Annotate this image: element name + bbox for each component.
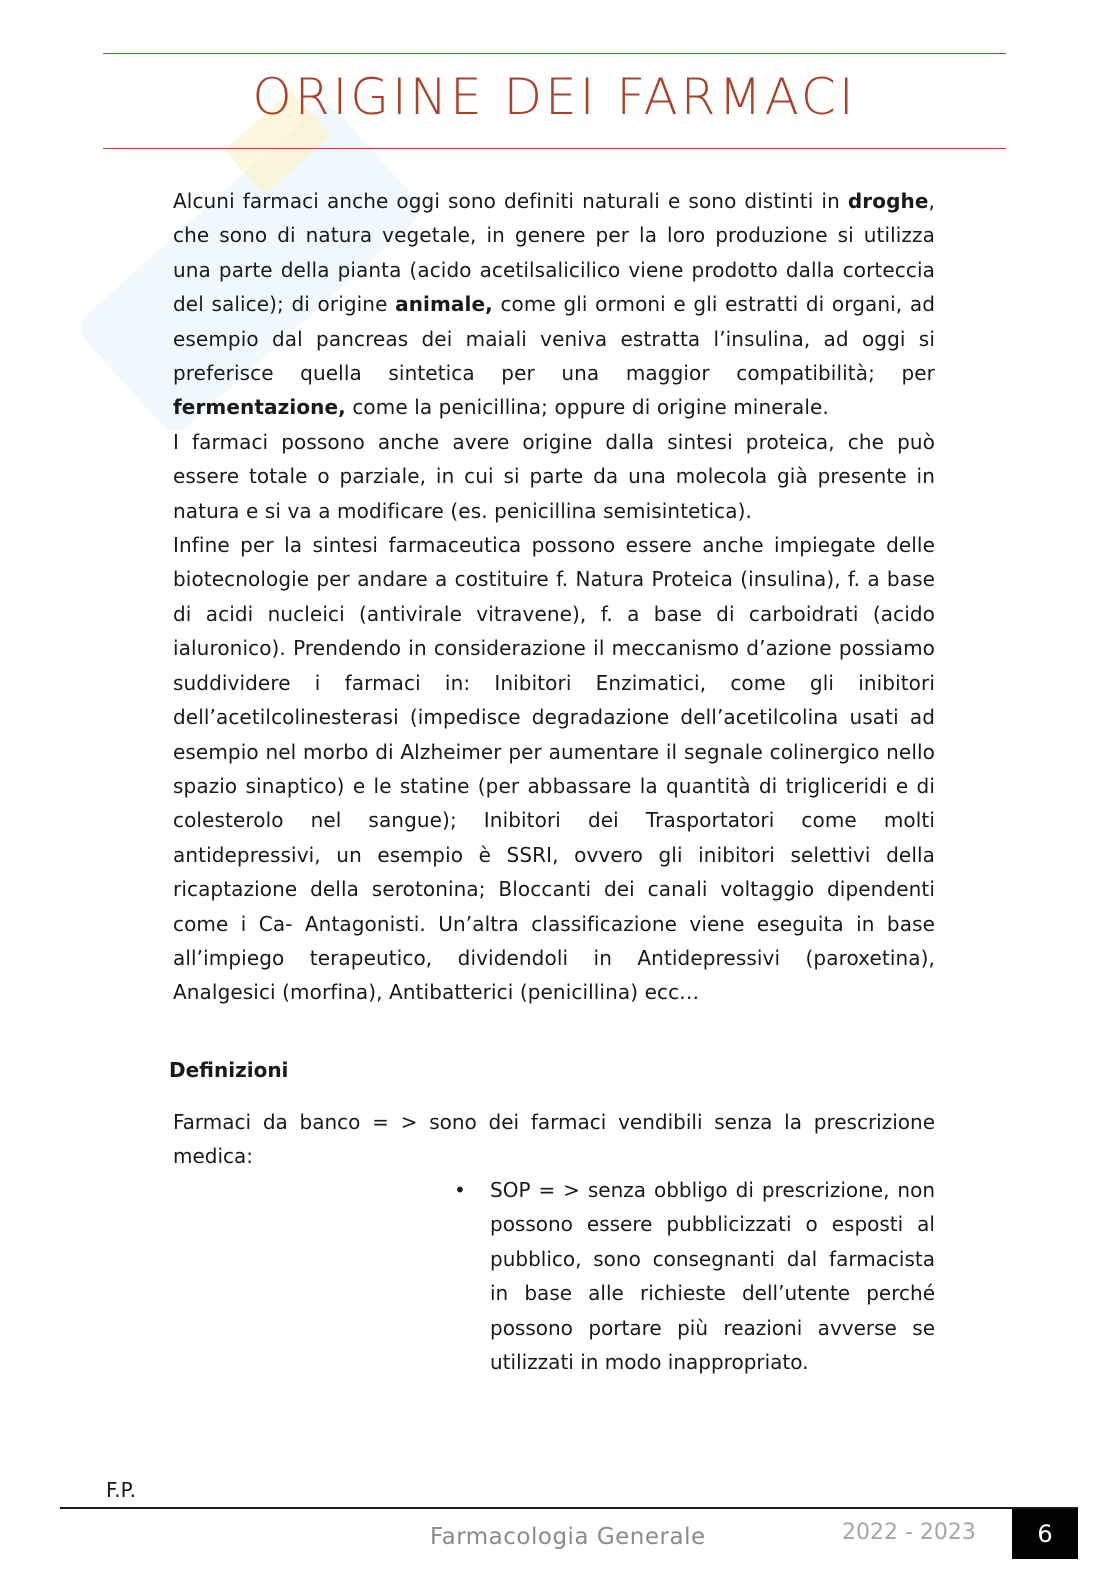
- bold-term: fermentazione,: [173, 395, 346, 420]
- header-rule-bottom: [103, 148, 1006, 149]
- page-number: 6: [1012, 1509, 1078, 1559]
- footer-year: 2022 - 2023: [842, 1520, 976, 1545]
- text-run: come gli ormoni e gli estratti di organi, ad esempio dal pancreas dei maiali veniva estratta l’insulina, ad oggi si preferisce quella sintetica per una maggior compatibilità; per: [173, 292, 935, 386]
- bullet-icon: •: [454, 1178, 466, 1202]
- author-initials: F.P.: [106, 1478, 136, 1502]
- paragraph-biotech: Infine per la sintesi farmaceutica possono essere anche impiegate delle biotecnologie per andare a costituire f. Natura Proteica (insulina), f. a base di acidi nucleici (antivirale vitravene), f. a base di carboidrati (acido ialuronico). Prendendo in considerazione il meccanismo d’azione possiamo suddividere i farmaci in: Inibitori Enzimatici, come gli inibitori dell’acetilcolinesterasi (impedisce degradazione dell’acetilcolina usati ad esempio nel morbo di Alzheimer per aumentare il segnale colinergico nello spazio sinaptico) e le statine (per abbassare la quantità di trigliceridi e di colesterolo nel sangue); Inibitori dei Trasportatori come molti antidepressivi, un esempio è SSRI, ovvero gli inibitori selettivi della ricaptazione della serotonina; Bloccanti dei canali voltaggio dipendenti come i Ca- Antagonisti. Un’altra classificazione viene eseguita in base all’impiego terapeutico, dividendoli in Antidepressivi (paroxetina), Analgesici (morfina), Antibatterici (penicillina) ecc…: [173, 533, 935, 1005]
- header-rule-top: [103, 53, 1006, 54]
- definitions-list: [450, 1173, 935, 1379]
- bold-term: droghe: [847, 189, 929, 213]
- text-run: Alcuni farmaci anche oggi sono definiti naturali e sono distinti in: [173, 189, 848, 213]
- paragraph-synthesis: I farmaci possono anche avere origine dalla sintesi proteica, che può essere totale o parziale, in cui si parte da una molecola già presente in natura e si va a modificare (es. penicillina semisintetica).: [173, 429, 935, 523]
- text-run: , che sono di natura vegetale, in genere per la loro produzione si utilizza una parte della pianta (acido acetilsalicilico viene prodotto dalla corteccia del salice); di origine: [173, 189, 935, 317]
- list-item-text: SOP = > senza obbligo di prescrizione, non possono essere pubblicizzati o esposti al pubblico, sono consegnanti dal farmacista in base alle richieste dell’utente perché possono portare più reazioni avverse se utilizzati in modo inappropriato.: [490, 1178, 935, 1375]
- paragraph-origins: [173, 184, 935, 425]
- page-title: ORIGINE DEI FARMACI: [252, 68, 857, 126]
- text-run: come la penicillina; oppure di origine minerale.: [345, 395, 829, 420]
- definitions-heading: Definizioni: [169, 1058, 289, 1082]
- list-item: [450, 1173, 935, 1379]
- footer-rule: [60, 1507, 1078, 1509]
- bold-term: animale,: [395, 292, 493, 317]
- otc-text: Farmaci da banco = > sono dei farmaci vendibili senza la prescrizione medica:: [173, 1110, 935, 1169]
- footer-course: Farmacologia Generale: [430, 1524, 706, 1550]
- otc-definition: [173, 1105, 935, 1174]
- main-text: [173, 184, 935, 1010]
